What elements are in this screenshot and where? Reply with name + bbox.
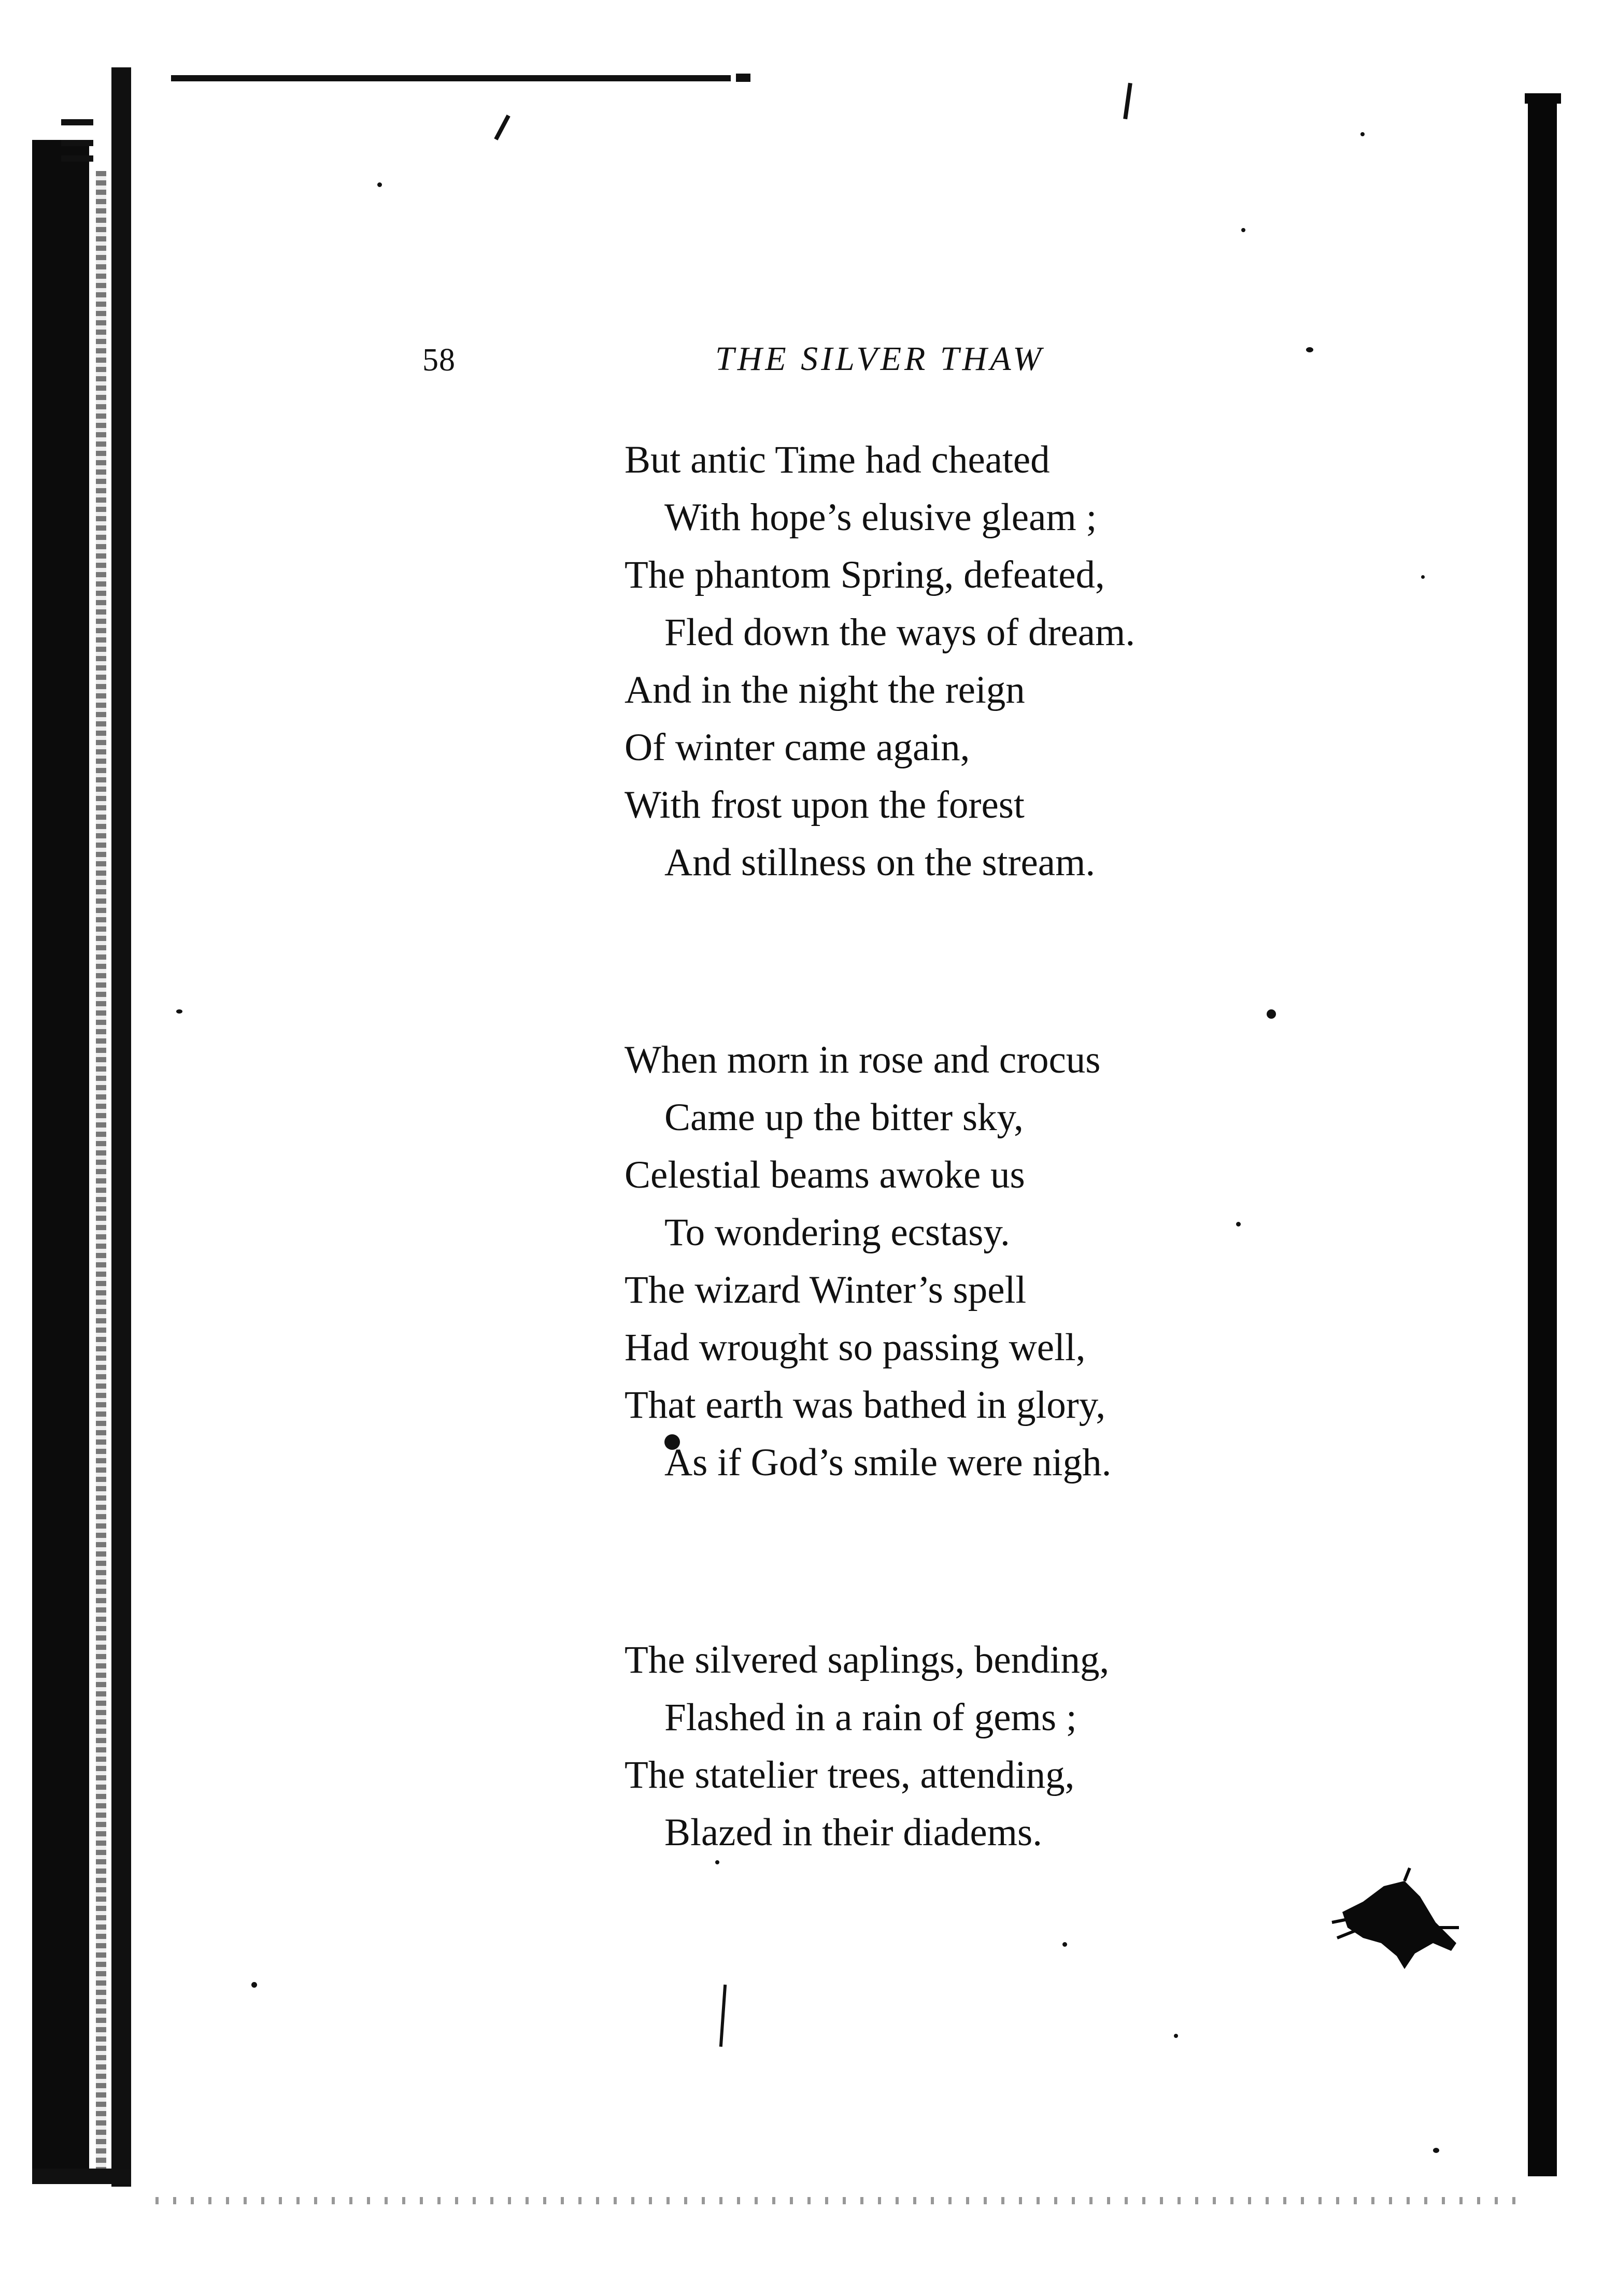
- scan-mark: [61, 119, 93, 125]
- poem-line: And in the night the reign: [625, 668, 1025, 711]
- running-title: THE SILVER THAW: [715, 340, 1045, 378]
- ink-speck: [1360, 132, 1365, 136]
- stray-mark: [494, 115, 510, 140]
- scan-border-left-inner: [111, 67, 131, 2187]
- scan-border-right: [1528, 98, 1557, 2176]
- poem-line: To wondering ecstasy.: [664, 1211, 1010, 1254]
- ink-speck: [1306, 347, 1313, 352]
- stanza-2: [625, 1031, 1454, 1491]
- poem: [625, 431, 1454, 2001]
- scan-border-top: [171, 75, 731, 81]
- ink-speck: [176, 1009, 182, 1014]
- poem-line: Fled down the ways of dream.: [664, 611, 1136, 654]
- stanza-3: [625, 1631, 1454, 1861]
- scan-mark: [61, 140, 93, 146]
- ink-speck: [1433, 2148, 1439, 2153]
- poem-line: Of winter came again,: [625, 726, 970, 769]
- poem-line: But antic Time had cheated: [625, 438, 1050, 481]
- scan-border-bottom: [32, 2169, 131, 2184]
- scan-mark: [61, 155, 93, 162]
- ink-speck: [377, 182, 382, 187]
- poem-line: With hope’s elusive gleam ;: [664, 496, 1097, 539]
- poem-line: When morn in rose and crocus: [625, 1038, 1101, 1081]
- poem-line: And stillness on the stream.: [664, 841, 1096, 884]
- scan-border-top-end: [736, 74, 750, 82]
- poem-line: Flashed in a rain of gems ;: [664, 1696, 1077, 1739]
- poem-line: The statelier trees, attending,: [625, 1753, 1075, 1796]
- poem-line: The silvered saplings, bending,: [625, 1638, 1110, 1681]
- ink-speck: [1241, 228, 1245, 232]
- poem-line: The wizard Winter’s spell: [625, 1268, 1027, 1311]
- poem-line: Blazed in their diadems.: [664, 1811, 1042, 1854]
- poem-line: Came up the bitter sky,: [664, 1096, 1024, 1139]
- poem-line: With frost upon the forest: [625, 783, 1025, 826]
- poem-line: Celestial beams awoke us: [625, 1153, 1025, 1196]
- ink-speck: [1174, 2034, 1178, 2038]
- scan-border-left-stripe: [96, 171, 106, 2176]
- ink-speck: [251, 1982, 257, 1988]
- scan-border-left: [32, 140, 89, 2176]
- page-number: 58: [422, 343, 456, 378]
- poem-line: Had wrought so passing well,: [625, 1326, 1086, 1369]
- poem-line: That earth was bathed in glory,: [625, 1384, 1106, 1427]
- stanza-1: [625, 431, 1454, 891]
- scan-bottom-noise: [155, 2197, 1529, 2204]
- stray-mark: [1123, 83, 1132, 119]
- poem-line: The phantom Spring, defeated,: [625, 553, 1105, 596]
- poem-line: As if God’s smile were nigh.: [664, 1441, 1112, 1484]
